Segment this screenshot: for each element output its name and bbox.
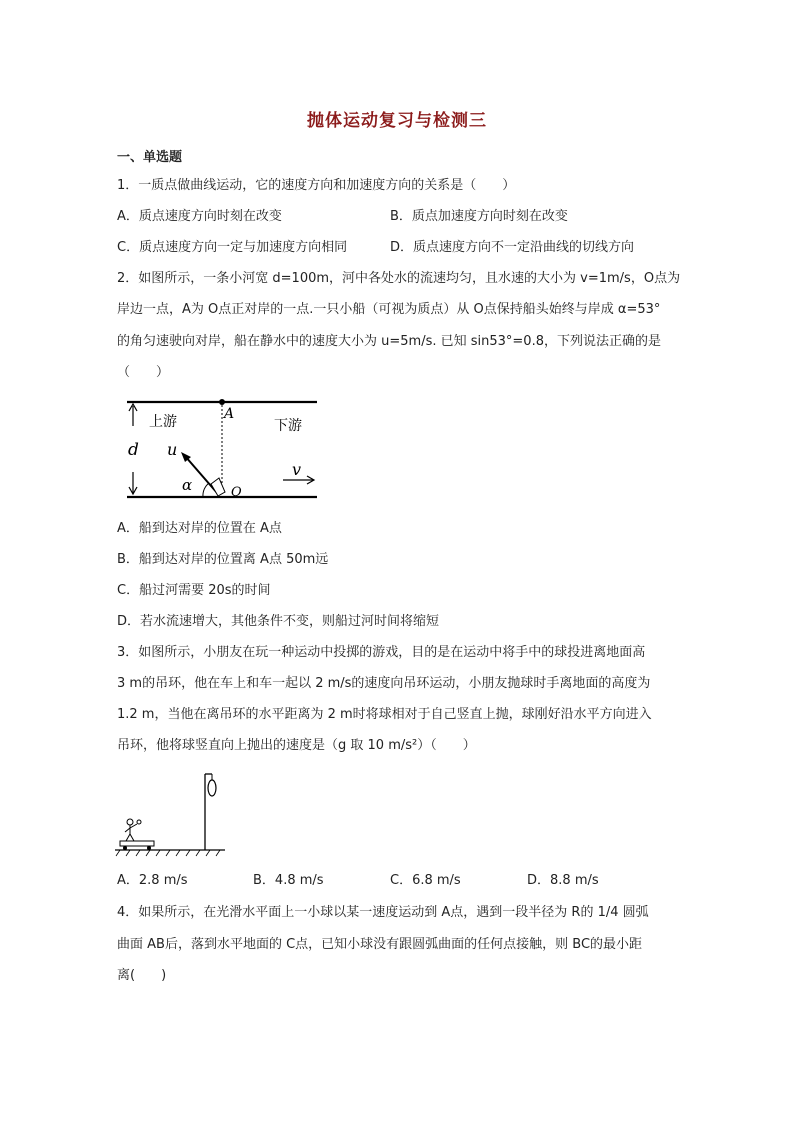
child-leg-left xyxy=(126,834,130,841)
q4-stem-line-3: 离( ) xyxy=(117,968,167,983)
q4-stem-line-1: 4．如果所示，在光滑水平面上一小球以某一速度运动到 A点，遇到一段半径为 R的 1/4 圆弧 xyxy=(117,905,649,920)
q1-option-a: A．质点速度方向时刻在改变 xyxy=(117,209,282,224)
q3-stem-line-4: 吊环，他将球竖直向上抛出的速度是（g 取 10 m/s²）（ ） xyxy=(117,738,476,753)
q3-stem-line-3: 1.2 m，当他在离吊环的水平距离为 2 m时将球相对于自己竖直上抛，球刚好沿水平方向进入 xyxy=(117,707,652,722)
section-heading: 一、单选题 xyxy=(117,150,183,165)
river-crossing-figure xyxy=(117,388,327,506)
q3-stem-line-1: 3．如图所示，小朋友在玩一种运动中投掷的游戏，目的是在运动中将手中的球投进离地面高 xyxy=(117,645,646,660)
q2-stem-line-3: 的角匀速驶向对岸，船在静水中的速度大小为 u=5m/s. 已知 sin53°=0.8，下列说法正确的是 xyxy=(117,334,661,349)
q2-option-d: D．若水流速增大，其他条件不变，则船过河时间将缩短 xyxy=(117,614,440,629)
label-upstream: 上游 xyxy=(149,414,177,430)
q1-option-d: D．质点速度方向不一定沿曲线的切线方向 xyxy=(390,240,635,255)
ring-toss-figure xyxy=(110,770,230,860)
label-a: A xyxy=(224,406,235,422)
q3-option-a: A．2.8 m/s xyxy=(117,873,188,888)
q2-option-b: B．船到达对岸的位置离 A点 50m远 xyxy=(117,552,329,567)
q2-stem-line-1: 2．如图所示，一条小河宽 d=100m，河中各处水的流速均匀，且水速的大小为 v=1m/s，O点为 xyxy=(117,271,681,286)
label-downstream: 下游 xyxy=(274,418,302,434)
q1-stem: 1．一质点做曲线运动，它的速度方向和加速度方向的关系是（ ） xyxy=(117,178,516,193)
q2-option-c: C．船过河需要 20s的时间 xyxy=(117,583,271,598)
label-o: O xyxy=(231,485,242,500)
q2-stem-line-2: 岸边一点，A为 O点正对岸的一点.一只小船（可视为质点）从 O点保持船头始终与岸成 α=53° xyxy=(117,302,661,317)
hanging-ring xyxy=(208,780,216,796)
child-leg-right xyxy=(130,834,134,841)
q2-stem-line-4: （ ） xyxy=(117,365,170,380)
cart-wheel-right xyxy=(147,846,151,850)
cart-body xyxy=(120,841,154,846)
q1-option-c: C．质点速度方向一定与加速度方向相同 xyxy=(117,240,348,255)
child-arm-left xyxy=(125,828,130,832)
cart-wheel-left xyxy=(123,846,127,850)
ball-icon xyxy=(137,820,141,824)
q3-stem-line-2: 3 m的吊环，他在车上和车一起以 2 m/s的速度向吊环运动，小朋友抛球时手离地面的高度为 xyxy=(117,676,651,691)
boat-icon xyxy=(211,478,225,496)
q3-option-b: B．4.8 m/s xyxy=(253,873,324,888)
label-v: v xyxy=(292,460,302,479)
label-alpha: α xyxy=(182,476,193,494)
q3-option-d: D．8.8 m/s xyxy=(527,873,599,888)
q2-option-a: A．船到达对岸的位置在 A点 xyxy=(117,521,282,536)
angle-arc xyxy=(203,483,209,497)
label-u: u xyxy=(167,440,178,459)
label-d: d xyxy=(128,440,139,460)
q4-stem-line-2: 曲面 AB后，落到水平地面的 C点，已知小球没有跟圆弧曲面的任何点接触，则 BC的最小距 xyxy=(117,937,643,952)
point-a-dot xyxy=(219,399,225,405)
q1-option-b: B．质点加速度方向时刻在改变 xyxy=(390,209,568,224)
ground-hatching xyxy=(116,850,220,856)
page-title: 抛体运动复习与检测三 xyxy=(307,111,487,131)
q3-option-c: C．6.8 m/s xyxy=(390,873,461,888)
child-head xyxy=(127,819,133,825)
